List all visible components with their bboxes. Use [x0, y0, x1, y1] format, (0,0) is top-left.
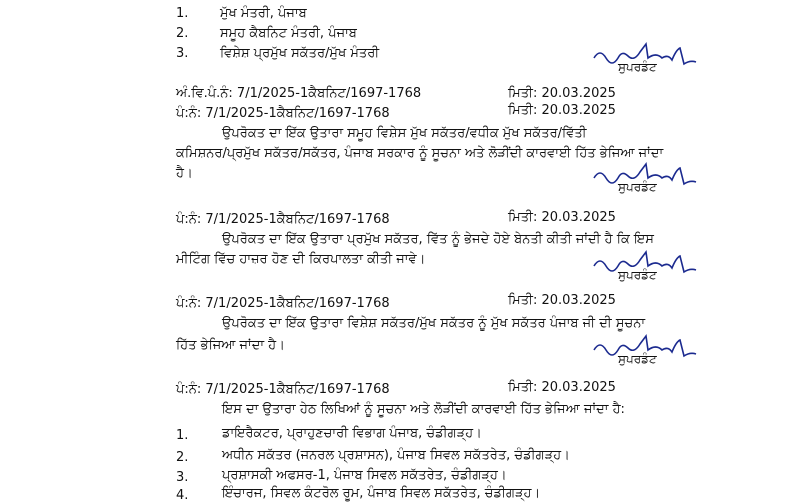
paragraph-line: ਮੀਟਿੰਗ ਵਿੱਚ ਹਾਜ਼ਰ ਹੋਣ ਦੀ ਕਿਰਪਾਲਤਾ ਕੀਤੀ ਜਾਵੇ। [176, 252, 426, 267]
list-number: 3. [176, 46, 189, 61]
signature-block [590, 248, 720, 288]
paragraph-line: ਉਪਰੋਕਤ ਦਾ ਇੱਕ ਉਤਾਰਾ ਸਮੂਹ ਵਿਸ਼ੇਸ ਮੁੱਖ ਸਕੱਤਰ/ਵਧੀਕ ਮੁੱਖ ਸਕੱਤਰ/ਵਿੱਤੀ [222, 126, 587, 141]
list-number: 1. [176, 428, 189, 443]
signature-designation: ਸੁਪਰਡੰਟ [618, 268, 657, 282]
signature-designation: ਸੁਪਰਡੰਟ [618, 60, 657, 74]
list-number: 2. [176, 26, 189, 41]
document-date: ਮਿਤੀ: 20.03.2025 [508, 210, 616, 225]
paragraph-line: ਹਿੱਤ ਭੇਜਿਆ ਜਾਂਦਾ ਹੈ। [176, 338, 285, 353]
signature-designation: ਸੁਪਰਡੰਟ [618, 352, 657, 366]
list-number: 4. [176, 488, 189, 503]
list-item: ਅਧੀਨ ਸਕੱਤਰ (ਜਨਰਲ ਪ੍ਰਸ਼ਾਸਨ), ਪੰਜਾਬ ਸਿਵਲ ਸਕੱਤਰੇਤ, ਚੰਡੀਗੜ੍ਹ। [222, 448, 570, 463]
paragraph-line: ਇਸ ਦਾ ਉਤਾਰਾ ਹੇਠ ਲਿਖਿਆਂ ਨੂੰ ਸੂਚਨਾ ਅਤੇ ਲੋੜੀਂਦੀ ਕਾਰਵਾਈ ਹਿੱਤ ਭੇਜਿਆ ਜਾਂਦਾ ਹੈ: [222, 402, 625, 417]
reference-number: ਪੰ:ਨੰ: 7/1/2025-1ਕੈਬਨਿਟ/1697-1768 [176, 382, 390, 397]
list-item: ਇੰਚਾਰਜ, ਸਿਵਲ ਕੰਟਰੋਲ ਰੂਮ, ਪੰਜਾਬ ਸਿਵਲ ਸਕੱਤਰੇਤ, ਚੰਡੀਗੜ੍ਹ। [222, 486, 541, 501]
paragraph-line: ਉਪਰੋਕਤ ਦਾ ਇੱਕ ਉਤਾਰਾ ਪ੍ਰਮੁੱਖ ਸਕੱਤਰ, ਵਿੱਤ ਨੂੰ ਭੇਜਦੇ ਹੋਏ ਬੇਨਤੀ ਕੀਤੀ ਜਾਂਦੀ ਹੈ ਕਿ ਇਸ [222, 232, 654, 247]
document-date: ਮਿਤੀ: 20.03.2025 [508, 103, 616, 118]
list-number: 3. [176, 470, 189, 485]
document-date: ਮਿਤੀ: 20.03.2025 [508, 86, 616, 101]
document-date: ਮਿਤੀ: 20.03.2025 [508, 380, 616, 395]
reference-number: ਪੰ:ਨੰ: 7/1/2025-1ਕੈਬਨਿਟ/1697-1768 [176, 212, 390, 227]
list-item: ਮੁੱਖ ਮੰਤਰੀ, ਪੰਜਾਬ [220, 6, 307, 21]
list-item: ਸਮੂਹ ਕੈਬਨਿਟ ਮੰਤਰੀ, ਪੰਜਾਬ [220, 26, 357, 41]
reference-number: ਅੰ.ਵਿ.ਪੰ.ਨੰ: 7/1/2025-1ਕੈਬਨਿਟ/1697-1768 [176, 86, 422, 101]
list-item: ਵਿਸ਼ੇਸ਼ ਪ੍ਰਮੁੱਖ ਸਕੱਤਰ/ਮੁੱਖ ਮੰਤਰੀ [220, 46, 380, 61]
signature-designation: ਸੁਪਰਡੰਟ [618, 180, 657, 194]
reference-number: ਪੰ:ਨੰ: 7/1/2025-1ਕੈਬਨਿਟ/1697-1768 [176, 106, 390, 121]
signature-block [590, 332, 720, 372]
list-item: ਡਾਇਰੈਕਟਰ, ਪ੍ਰਾਹੁਣਚਾਰੀ ਵਿਭਾਗ ਪੰਜਾਬ, ਚੰਡੀਗੜ੍ਹ। [222, 426, 482, 441]
list-number: 2. [176, 450, 189, 465]
list-item: ਪ੍ਰਸ਼ਾਸਕੀ ਅਫਸਰ-1, ਪੰਜਾਬ ਸਿਵਲ ਸਕੱਤਰੇਤ, ਚੰਡੀਗੜ੍ਹ। [222, 468, 507, 483]
paragraph-line: ਉਪਰੋਕਤ ਦਾ ਇੱਕ ਉਤਾਰਾ ਵਿਸ਼ੇਸ਼ ਸਕੱਤਰ/ਮੁੱਖ ਸਕੱਤਰ ਨੂੰ ਮੁੱਖ ਸਕੱਤਰ ਪੰਜਾਬ ਜੀ ਦੀ ਸੂਚਨਾ [222, 316, 646, 331]
reference-number: ਪੰ:ਨੰ: 7/1/2025-1ਕੈਬਨਿਟ/1697-1768 [176, 296, 390, 311]
paragraph-line: ਕਮਿਸ਼ਨਰ/ਪ੍ਰਮੁੱਖ ਸਕੱਤਰ/ਸਕੱਤਰ, ਪੰਜਾਬ ਸਰਕਾਰ ਨੂੰ ਸੂਚਨਾ ਅਤੇ ਲੋੜੀਂਦੀ ਕਾਰਵਾਈ ਹਿੱਤ ਭੇਜਿਆ ਜਾਂਦਾ [176, 146, 664, 161]
signature-block [590, 40, 720, 80]
document-date: ਮਿਤੀ: 20.03.2025 [508, 293, 616, 308]
signature-block [590, 160, 720, 200]
list-number: 1. [176, 6, 189, 21]
paragraph-line: ਹੈ। [176, 166, 193, 181]
